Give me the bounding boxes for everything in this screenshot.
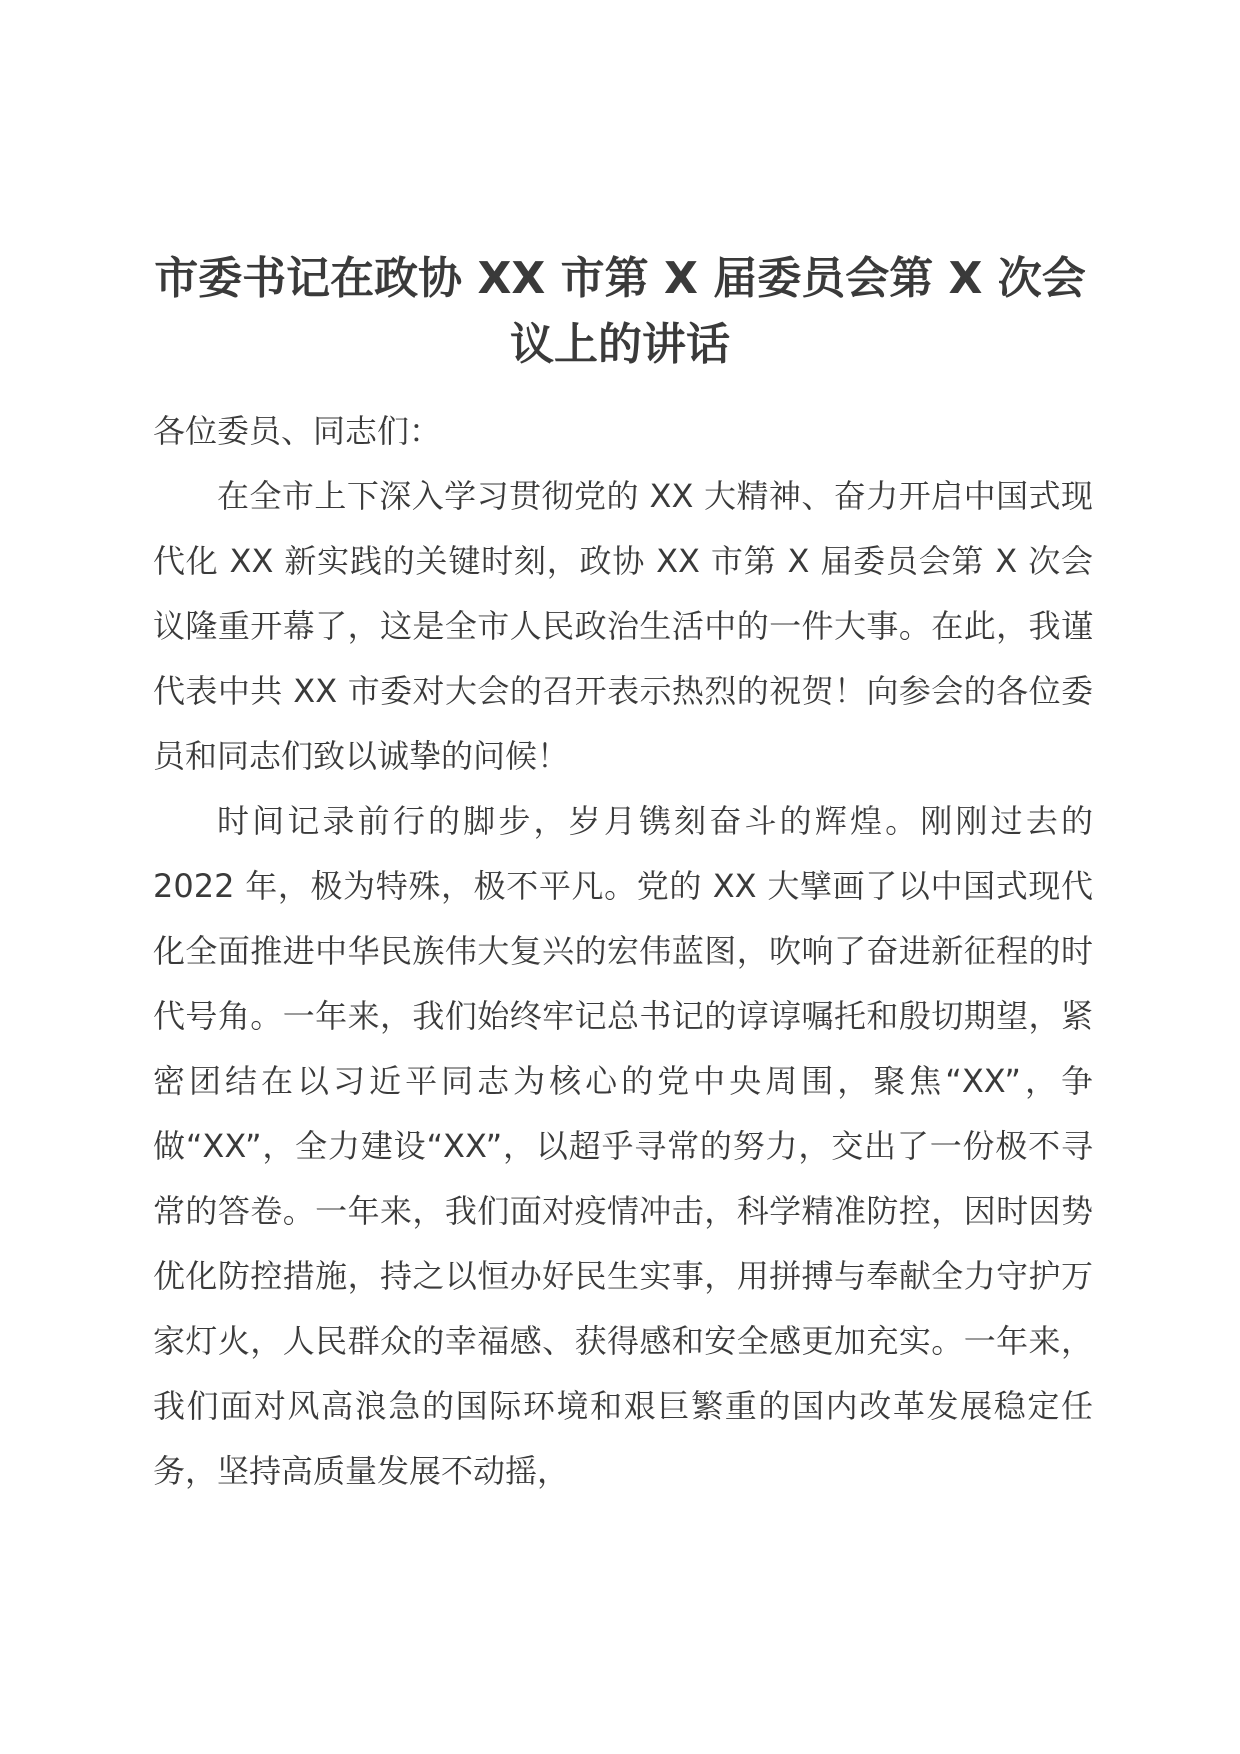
salutation: 各位委员、同志们：: [153, 412, 442, 450]
document-title: 市委书记在政协 XX 市第 X 届委员会第 X 次会议上的讲话: [154, 253, 1086, 370]
document-body: [153, 399, 1093, 1504]
paragraph-2: 时间记录前行的脚步，岁月镌刻奋斗的辉煌。刚刚过去的 2022 年，极为特殊，极不平凡。党的 XX 大擘画了以中国式现代化全面推进中华民族伟大复兴的宏伟蓝图，吹响了奋进新征程的时代号角。一年来，我们始终牢记总书记的谆谆嘱托和殷切期望，紧密团结在以习近平同志为核心的党中央周围，聚焦“XX”，争做“XX”，全力建设“XX”，以超乎寻常的努力，交出了一份极不寻常的答卷。一年来，我们面对疫情冲击，科学精准防控，因时因势优化防控措施，持之以恒办好民生实事，用拼搏与奉献全力守护万家灯火，人民群众的幸福感、获得感和安全感更加充实。一年来，我们面对风高浪急的国际环境和艰巨繁重的国内改革发展稳定任务，坚持高质量发展不动摇，: [153, 802, 1093, 1490]
paragraph-1: 在全市上下深入学习贯彻党的 XX 大精神、奋力开启中国式现代化 XX 新实践的关键时刻，政协 XX 市第 X 届委员会第 X 次会议隆重开幕了，这是全市人民政治生活中的一件大事。在此，我谨代表中共 XX 市委对大会的召开表示热烈的祝贺！向参会的各位委员和同志们致以诚挚的问候！: [153, 477, 1093, 775]
